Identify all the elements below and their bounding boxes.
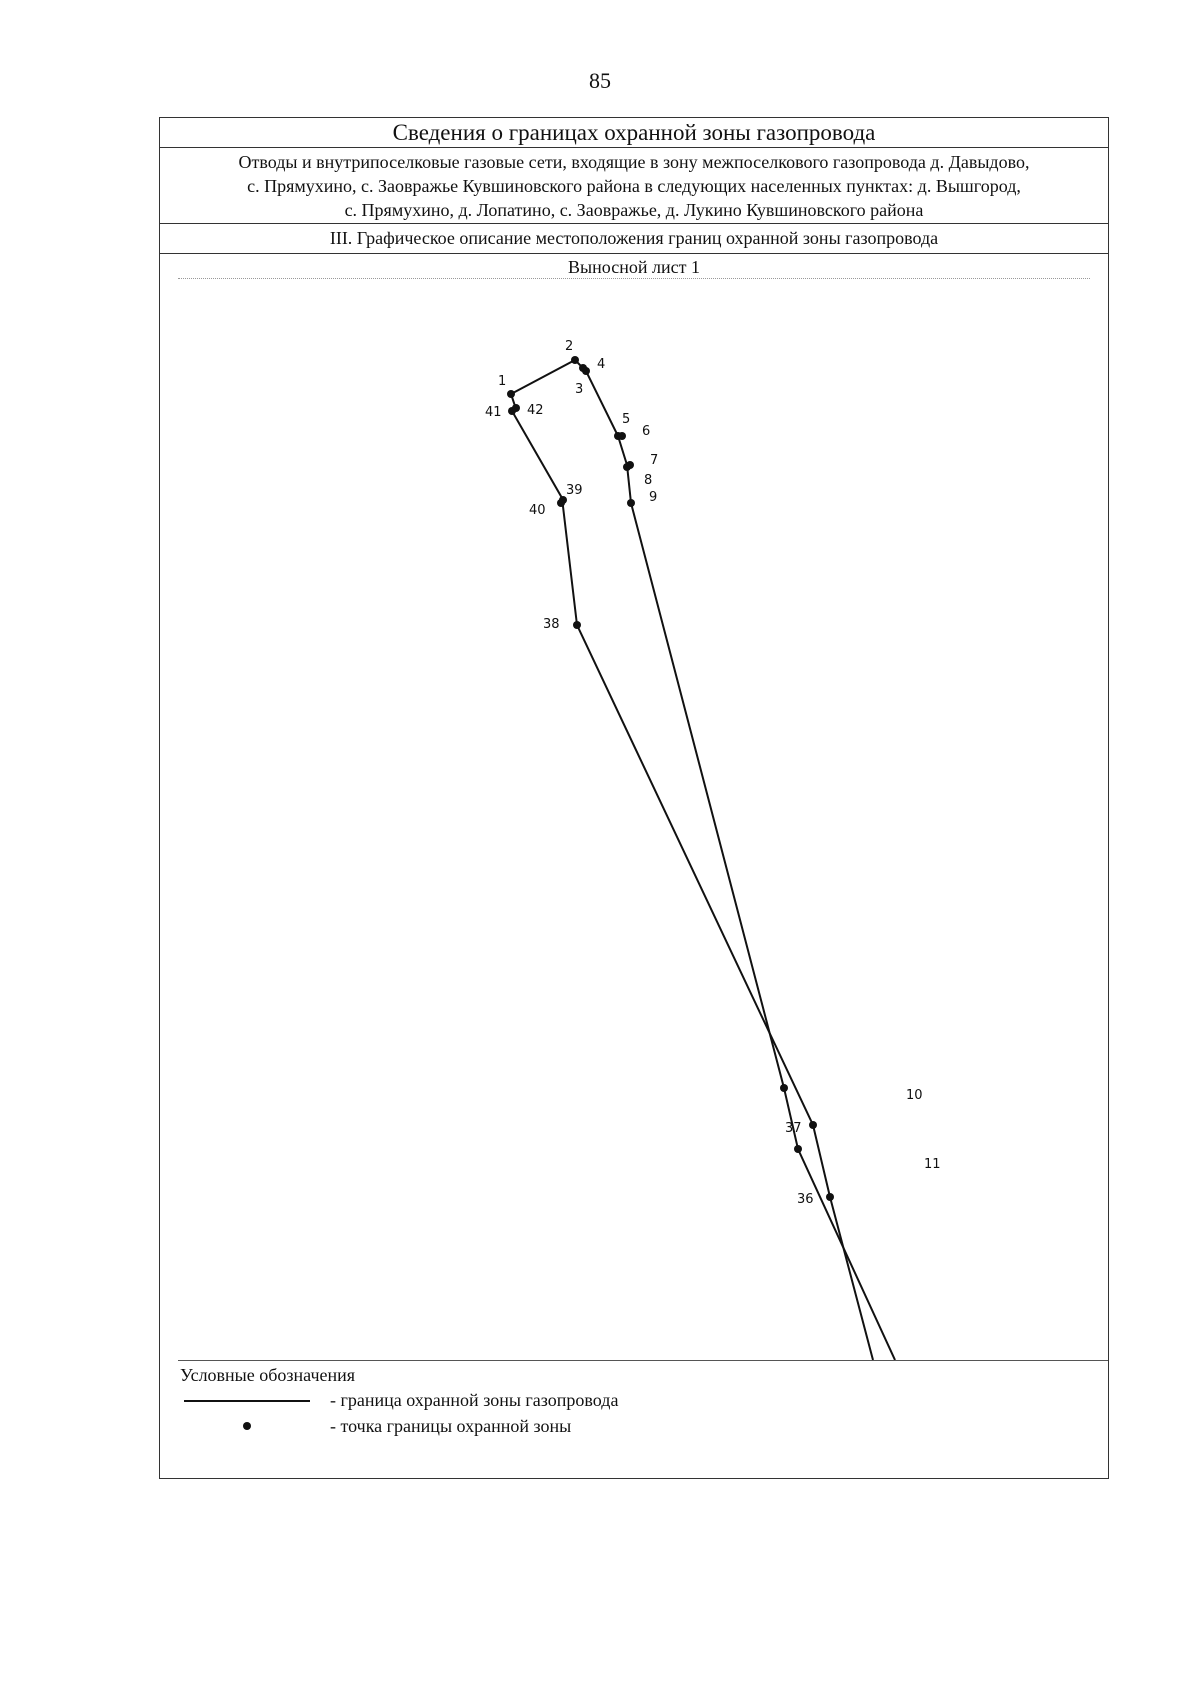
point-label-36: 36 bbox=[797, 1192, 814, 1207]
boundary-plan bbox=[160, 118, 1108, 1478]
point-label-38: 38 bbox=[543, 617, 560, 632]
legend-separator bbox=[178, 1360, 1108, 1361]
point-label-4: 4 bbox=[597, 357, 606, 372]
point-label-40: 40 bbox=[529, 503, 546, 518]
description-line-3: с. Прямухино, д. Лопатино, с. Заовражье, д. Лукино Кувшиновского района bbox=[344, 200, 924, 220]
point-label-6: 6 bbox=[642, 424, 651, 439]
line-symbol bbox=[184, 1400, 310, 1402]
legend-line-text: - граница охранной зоны газопровода bbox=[330, 1390, 619, 1410]
point-label-39: 39 bbox=[566, 483, 583, 498]
section-heading: III. Графическое описание местоположения границ охранной зоны газопровода bbox=[160, 224, 1108, 254]
description-line-2: с. Прямухино, с. Заовражье Кувшиновского района в следующих населенных пунктах: д. Вышгород, bbox=[247, 176, 1021, 196]
point-label-42: 42 bbox=[527, 403, 544, 418]
boundary-point-2 bbox=[571, 356, 579, 364]
boundary-point-42 bbox=[512, 404, 520, 412]
point-label-7: 7 bbox=[650, 453, 659, 468]
description-line-1: Отводы и внутрипоселковые газовые сети, входящие в зону межпоселкового газопровода д. Давыдово, bbox=[238, 152, 1030, 172]
boundary-point-11 bbox=[794, 1145, 802, 1153]
boundary-point-1 bbox=[507, 390, 515, 398]
point-label-11: 11 bbox=[924, 1157, 941, 1172]
point-label-8: 8 bbox=[644, 473, 653, 488]
point-label-2: 2 bbox=[565, 339, 574, 354]
boundary-point-4 bbox=[579, 364, 587, 372]
boundary-point-38 bbox=[573, 621, 581, 629]
point-label-3: 3 bbox=[575, 382, 584, 397]
page-number: 85 bbox=[589, 68, 611, 93]
document-title: Сведения о границах охранной зоны газопровода bbox=[160, 118, 1108, 148]
point-label-9: 9 bbox=[649, 490, 658, 505]
boundary-point-10 bbox=[780, 1084, 788, 1092]
boundary-point-37 bbox=[809, 1121, 817, 1129]
boundary-point-9 bbox=[627, 499, 635, 507]
document-frame bbox=[159, 117, 1109, 1479]
boundary-line-west bbox=[511, 394, 873, 1360]
point-label-10: 10 bbox=[906, 1088, 923, 1103]
boundary-point-6 bbox=[618, 432, 626, 440]
point-label-1: 1 bbox=[498, 374, 507, 389]
boundary-point-40 bbox=[557, 499, 565, 507]
boundary-point-8 bbox=[623, 463, 631, 471]
point-label-5: 5 bbox=[622, 412, 631, 427]
boundary-line-east bbox=[511, 360, 895, 1360]
legend-point-text: - точка границы охранной зоны bbox=[330, 1416, 572, 1436]
point-label-37: 37 bbox=[785, 1121, 802, 1136]
point-label-41: 41 bbox=[485, 405, 502, 420]
sheet-title: Выносной лист 1 bbox=[568, 257, 700, 277]
legend-title: Условные обозначения bbox=[180, 1365, 356, 1385]
boundary-point-36 bbox=[826, 1193, 834, 1201]
point-symbol bbox=[243, 1422, 251, 1430]
